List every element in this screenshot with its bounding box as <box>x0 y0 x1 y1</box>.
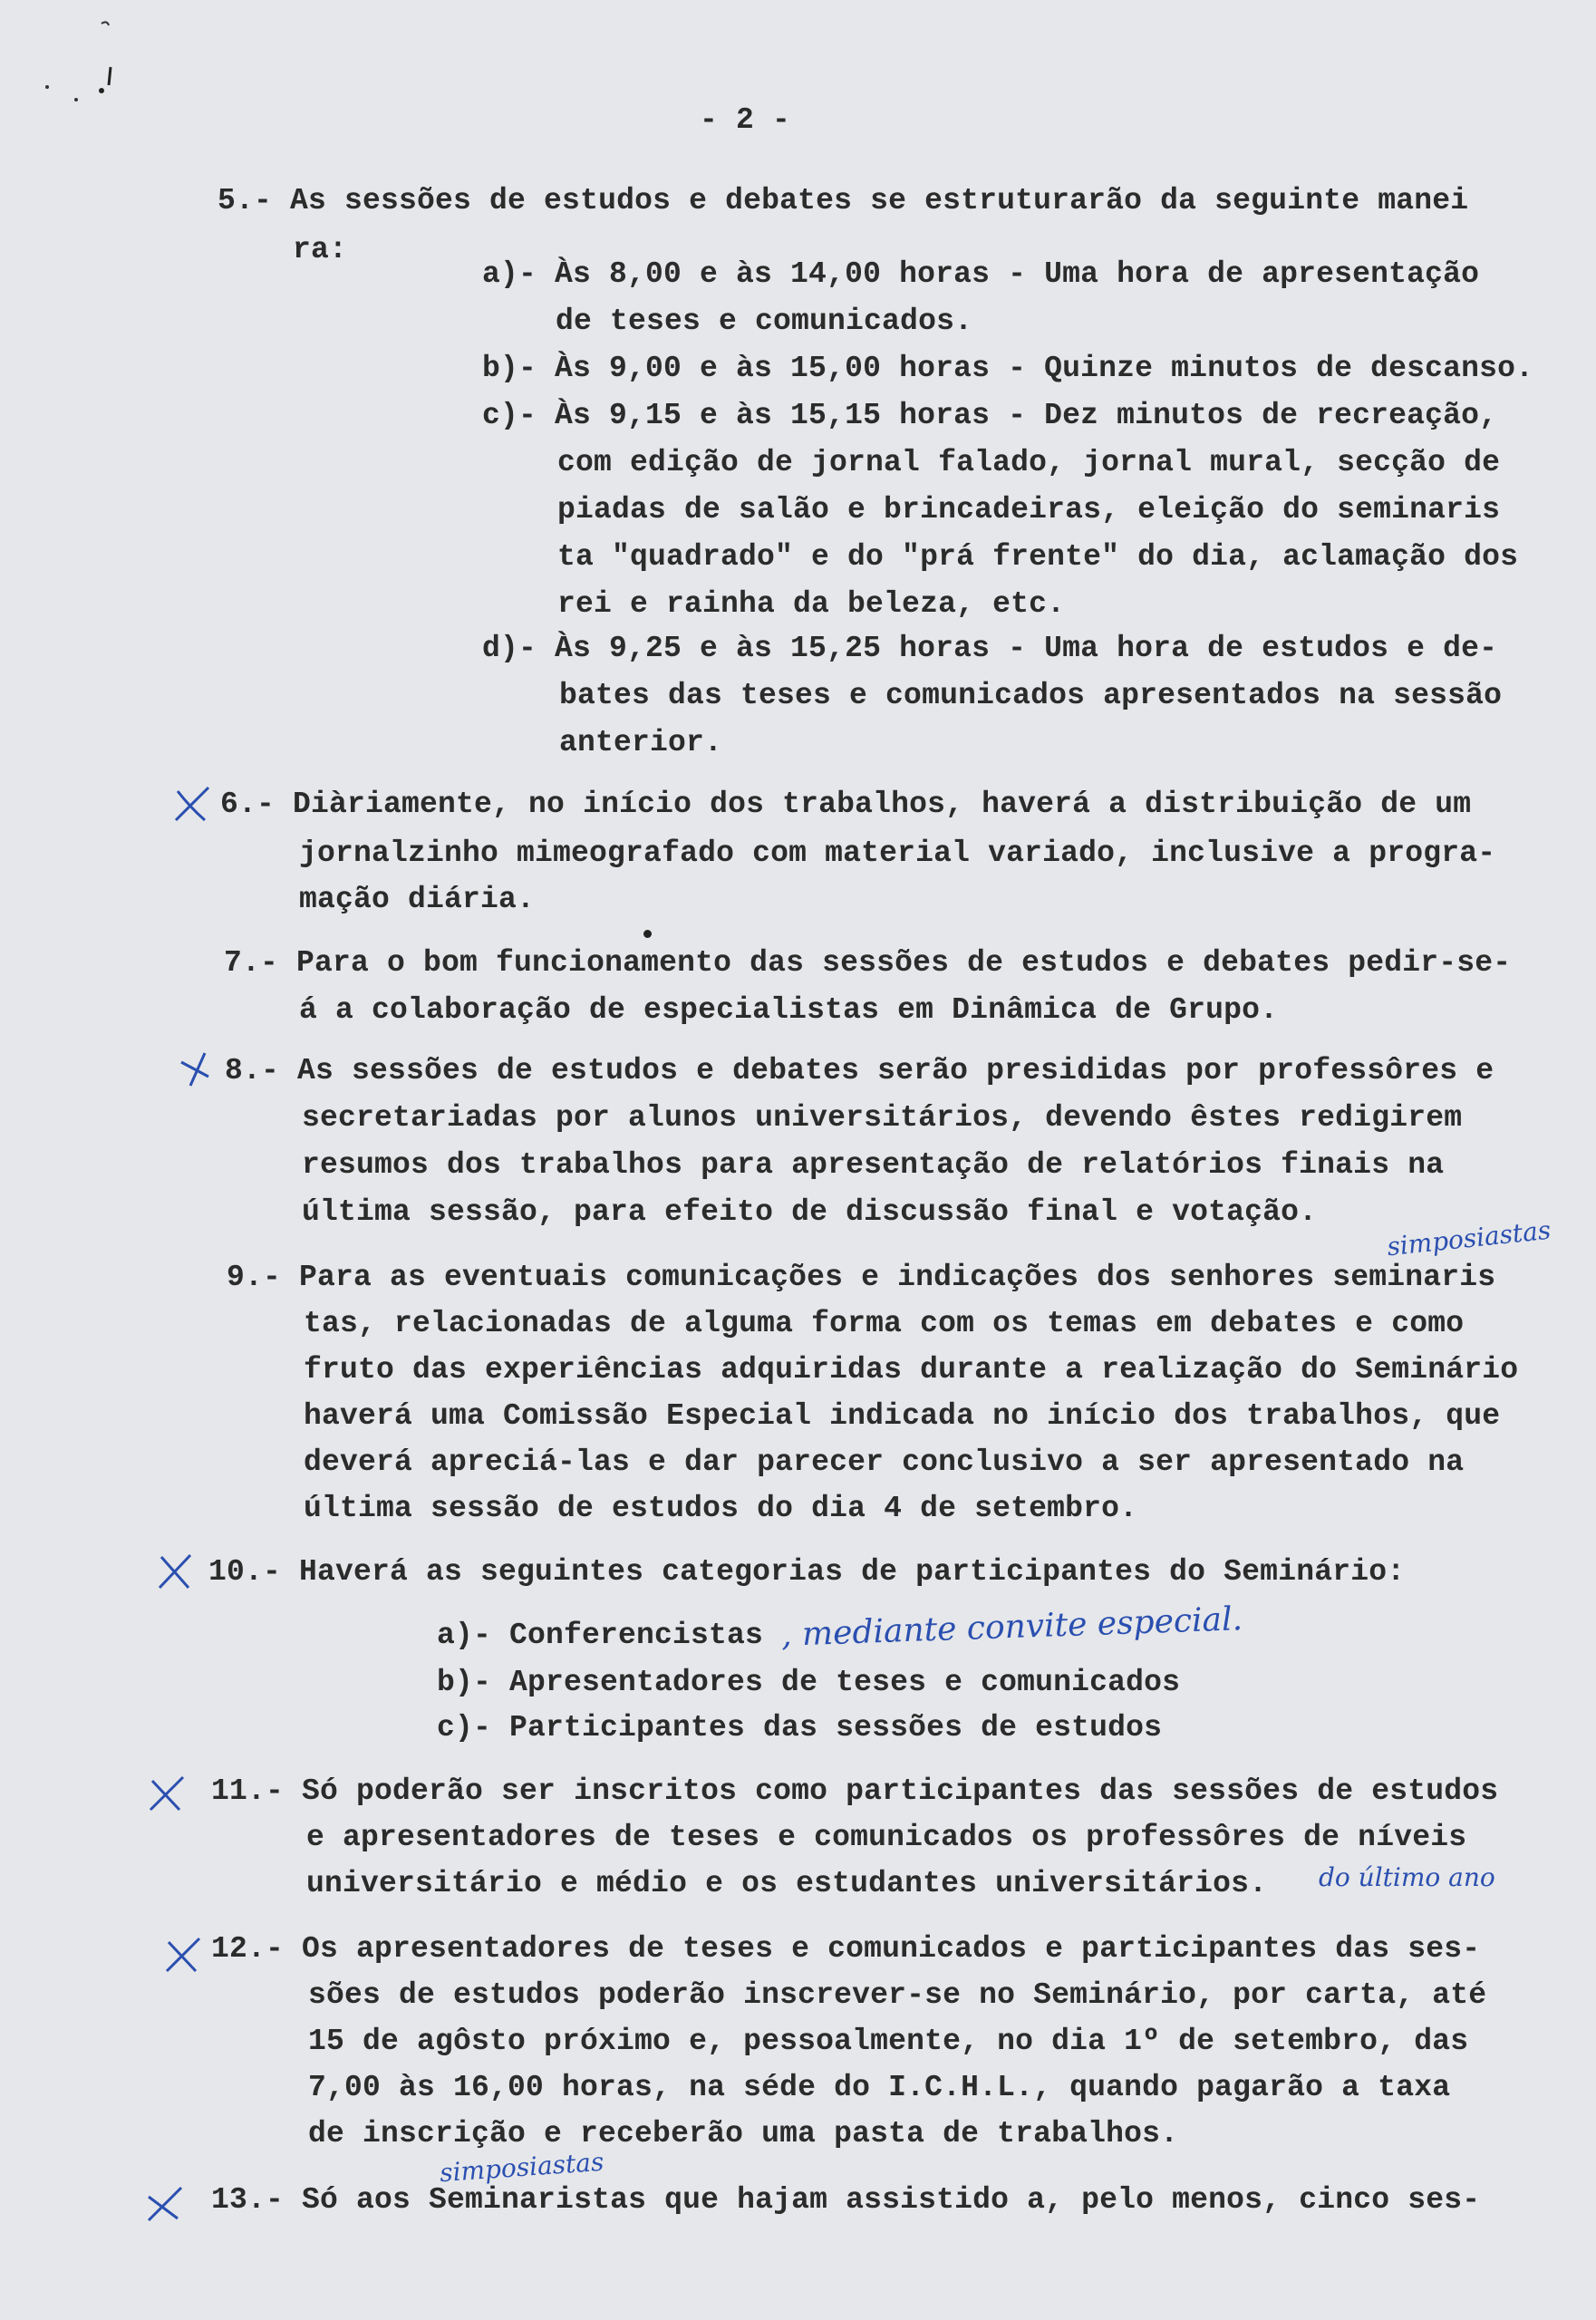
check-mark-12 <box>163 1935 203 1975</box>
item-9-line-1: 9.- Para as eventuais comunicações e indicações dos senhores seminaris <box>227 1261 1496 1294</box>
item-5c-line-4: ta "quadrado" e do "prá frente" do dia, aclamação dos <box>557 540 1519 574</box>
item-5c-line-5: rei e rainha da beleza, etc. <box>557 587 1066 621</box>
item-5b-line-1: b)- Às 9,00 e às 15,00 horas - Quinze minutos de descanso. <box>482 352 1534 385</box>
item-5c-line-1: c)- Às 9,15 e às 15,15 horas - Dez minutos de recreação, <box>482 399 1498 432</box>
item-9-line-3: fruto das experiências adquiridas durante a realização do Seminário <box>304 1353 1519 1387</box>
item-8-line-1: 8.- As sessões de estudos e debates serão presididas por professôres e <box>225 1054 1494 1088</box>
ink-dot <box>643 930 652 938</box>
check-mark-8 <box>178 1049 218 1089</box>
check-mark-13 <box>145 2184 185 2224</box>
item-12-line-2: sões de estudos poderão inscrever-se no Seminário, por carta, até <box>308 1978 1487 2012</box>
check-mark-10 <box>156 1552 196 1591</box>
item-11-line-2: e apresentadores de teses e comunicados os professôres de níveis <box>306 1821 1467 1854</box>
item-11-line-1: 11.- Só poderão ser inscritos como participantes das sessões de estudos <box>211 1774 1499 1808</box>
item-7-line-1: 7.- Para o bom funcionamento das sessões de estudos e debates pedir-se- <box>224 946 1512 980</box>
item-6-line-1: 6.- Diàriamente, no início dos trabalhos, haverá a distribuição de um <box>220 788 1472 821</box>
check-mark-11 <box>147 1774 187 1813</box>
item-9-line-4: haverá uma Comissão Especial indicada no início dos trabalhos, que <box>304 1399 1501 1433</box>
item-5c-line-2: com edição de jornal falado, jornal mural, secção de <box>557 446 1501 479</box>
item-13-line-1: 13.- Só aos Seminaristas que hajam assistido a, pelo menos, cinco ses- <box>211 2183 1481 2217</box>
check-mark-6 <box>172 784 212 824</box>
item-10b-line-1: b)- Apresentadores de teses e comunicados <box>437 1666 1181 1699</box>
item-5a-line-2: de teses e comunicados. <box>556 304 973 338</box>
item-9-line-5: deverá apreciá-las e dar parecer conclusivo a ser apresentado na <box>304 1445 1465 1479</box>
item-5-line-2: ra: <box>293 233 348 266</box>
item-5c-line-3: piadas de salão e brincadeiras, eleição do seminaris <box>557 493 1501 527</box>
page-number: - 2 - <box>700 103 791 137</box>
item-5d-line-1: d)- Às 9,25 e às 15,25 horas - Uma hora de estudos e de- <box>482 632 1498 665</box>
item-6-line-2: jornalzinho mimeografado com material variado, inclusive a progra- <box>299 836 1496 870</box>
item-6-line-3: mação diária. <box>299 883 536 916</box>
item-7-line-2: á a colaboração de especialistas em Dinâmica de Grupo. <box>299 993 1279 1027</box>
item-8-line-4: última sessão, para efeito de discussão final e votação. <box>302 1195 1318 1229</box>
item-12-line-5: de inscrição e receberão uma pasta de trabalhos. <box>308 2117 1179 2151</box>
item-12-line-4: 7,00 às 16,00 horas, na séde do I.C.H.L., quando pagarão a taxa <box>308 2071 1451 2104</box>
corner-marks <box>36 13 118 117</box>
item-11-line-3: universitário e médio e os estudantes universitários. <box>306 1867 1268 1900</box>
handwritten-note-9: simposiastas <box>1385 1214 1552 1262</box>
item-8-line-3: resumos dos trabalhos para apresentação de relatórios finais na <box>302 1148 1445 1182</box>
item-12-line-1: 12.- Os apresentadores de teses e comunicados e participantes das ses- <box>211 1932 1481 1966</box>
item-5-line-1: 5.- As sessões de estudos e debates se estruturarão da seguinte manei <box>218 184 1469 218</box>
handwritten-note-11: do último ano <box>1319 1862 1495 1892</box>
item-12-line-3: 15 de agôsto próximo e, pessoalmente, no dia 1º de setembro, das <box>308 2025 1469 2058</box>
item-10c-line-1: c)- Participantes das sessões de estudos <box>437 1711 1163 1745</box>
handwritten-note-13: simposiastas <box>439 2146 605 2189</box>
item-5a-line-1: a)- Às 8,00 e às 14,00 horas - Uma hora de apresentação <box>482 257 1480 291</box>
item-10-line-1: 10.- Haverá as seguintes categorias de participantes do Seminário: <box>208 1555 1406 1589</box>
item-9-line-6: última sessão de estudos do dia 4 de setembro. <box>304 1492 1138 1525</box>
item-10a-line-1: a)- Conferencistas <box>437 1619 764 1652</box>
item-5d-line-2: bates das teses e comunicados apresentados na sessão <box>559 679 1503 712</box>
item-9-line-2: tas, relacionadas de alguma forma com os temas em debates e como <box>304 1307 1465 1340</box>
handwritten-note-10a: , mediante convite especial. <box>780 1600 1243 1654</box>
item-5d-line-3: anterior. <box>559 726 723 759</box>
item-8-line-2: secretariadas por alunos universitários, devendo êstes redigirem <box>302 1101 1463 1135</box>
